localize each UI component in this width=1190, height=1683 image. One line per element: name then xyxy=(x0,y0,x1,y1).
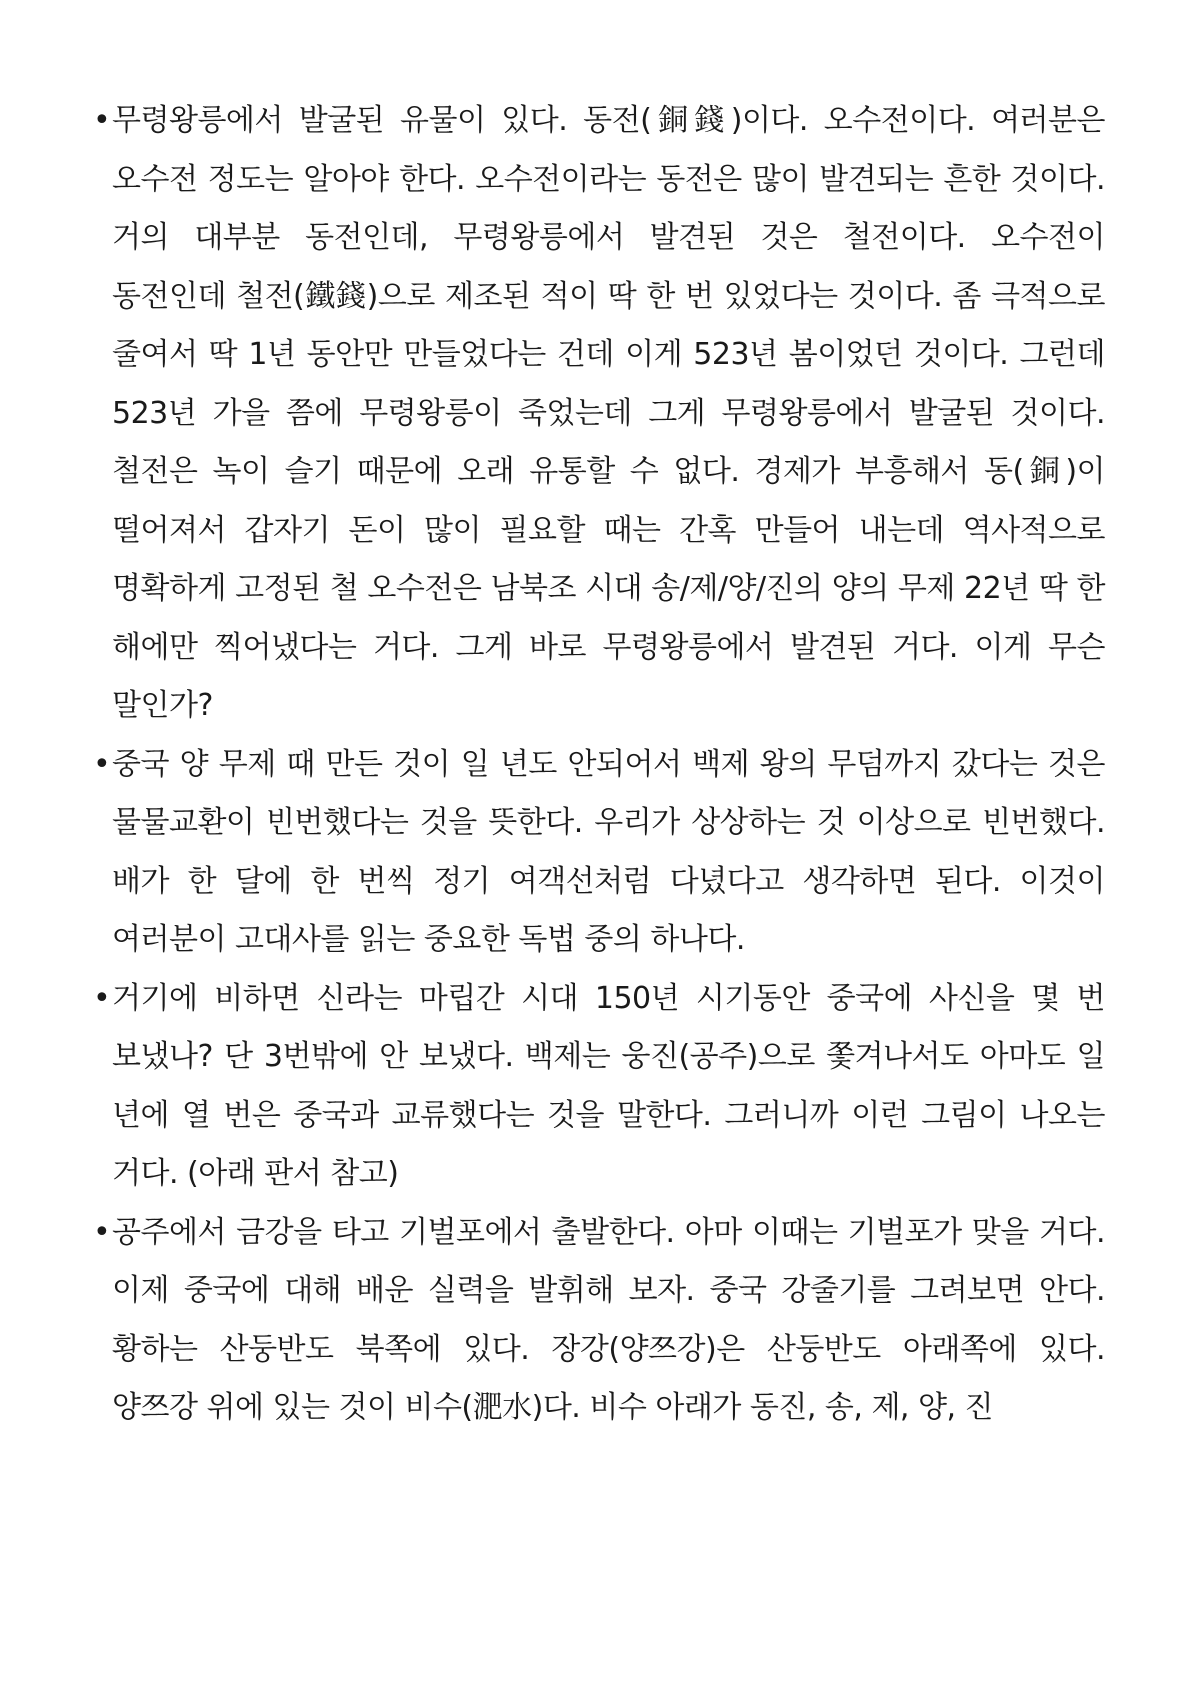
paragraph-text: 무령왕릉에서 발굴된 유물이 있다. 동전(銅錢)이다. 오수전이다. 여러분은 오수전 정도는 알아야 한다. 오수전이라는 동전은 많이 발견되는 흔한 것이다. 거의 대부분 동전인데, 무령왕릉에서 발견된 것은 철전이다. 오수전이 동전인데 철전(鐵錢)으로 제조된 적이 딱 한 번 있었다는 것이다. 좀 극적으로 줄여서 딱 1년 동안만 만들었다는 건데 이게 523년 봄이었던 것이다. 그런데 523년 가을 쯤에 무령왕릉이 죽었는데 그게 무령왕릉에서 발굴된 것이다. 철전은 녹이 슬기 때문에 오래 유통할 수 없다. 경제가 부흥해서 동(銅)이 떨어져서 갑자기 돈이 많이 필요할 때는 간혹 만들어 내는데 역사적으로 명확하게 고정된 철 오수전은 남북조 시대 송/제/양/진의 양의 무제 22년 딱 한 해에만 찍어냈다는 거다. 그게 바로 무령왕릉에서 발견된 거다. 이게 무슨 말인가? xyxy=(112,103,1105,723)
paragraph-2 xyxy=(95,736,1105,970)
document-page xyxy=(95,92,1105,1438)
paragraph-4 xyxy=(95,1204,1105,1438)
paragraph-text: 거기에 비하면 신라는 마립간 시대 150년 시기동안 중국에 사신을 몇 번 보냈나? 단 3번밖에 안 보냈다. 백제는 웅진(공주)으로 쫓겨나서도 아마도 일 년에 열 번은 중국과 교류했다는 것을 말한다. 그러니까 이런 그림이 나오는 거다. (아래 판서 참고) xyxy=(112,980,1105,1191)
paragraph-text: 공주에서 금강을 타고 기벌포에서 출발한다. 아마 이때는 기벌포가 맞을 거다. 이제 중국에 대해 배운 실력을 발휘해 보자. 중국 강줄기를 그려보면 안다. 황하는 산둥반도 북쪽에 있다. 장강(양쯔강)은 산둥반도 아래쪽에 있다. 양쯔강 위에 있는 것이 비수(淝水)다. 비수 아래가 동진, 송, 제, 양, 진 xyxy=(112,1214,1105,1425)
bullet-dot: • xyxy=(93,746,111,782)
bullet-dot: • xyxy=(93,1214,111,1250)
paragraph-3 xyxy=(95,970,1105,1204)
paragraph-1 xyxy=(95,92,1105,736)
paragraph-text: 중국 양 무제 때 만든 것이 일 년도 안되어서 백제 왕의 무덤까지 갔다는 것은 물물교환이 빈번했다는 것을 뜻한다. 우리가 상상하는 것 이상으로 빈번했다. 배가 한 달에 한 번씩 정기 여객선처럼 다녔다고 생각하면 된다. 이것이 여러분이 고대사를 읽는 중요한 독법 중의 하나다. xyxy=(112,746,1105,957)
bullet-dot: • xyxy=(93,980,111,1016)
bullet-dot: • xyxy=(93,103,111,138)
bullet-list xyxy=(95,92,1105,1438)
